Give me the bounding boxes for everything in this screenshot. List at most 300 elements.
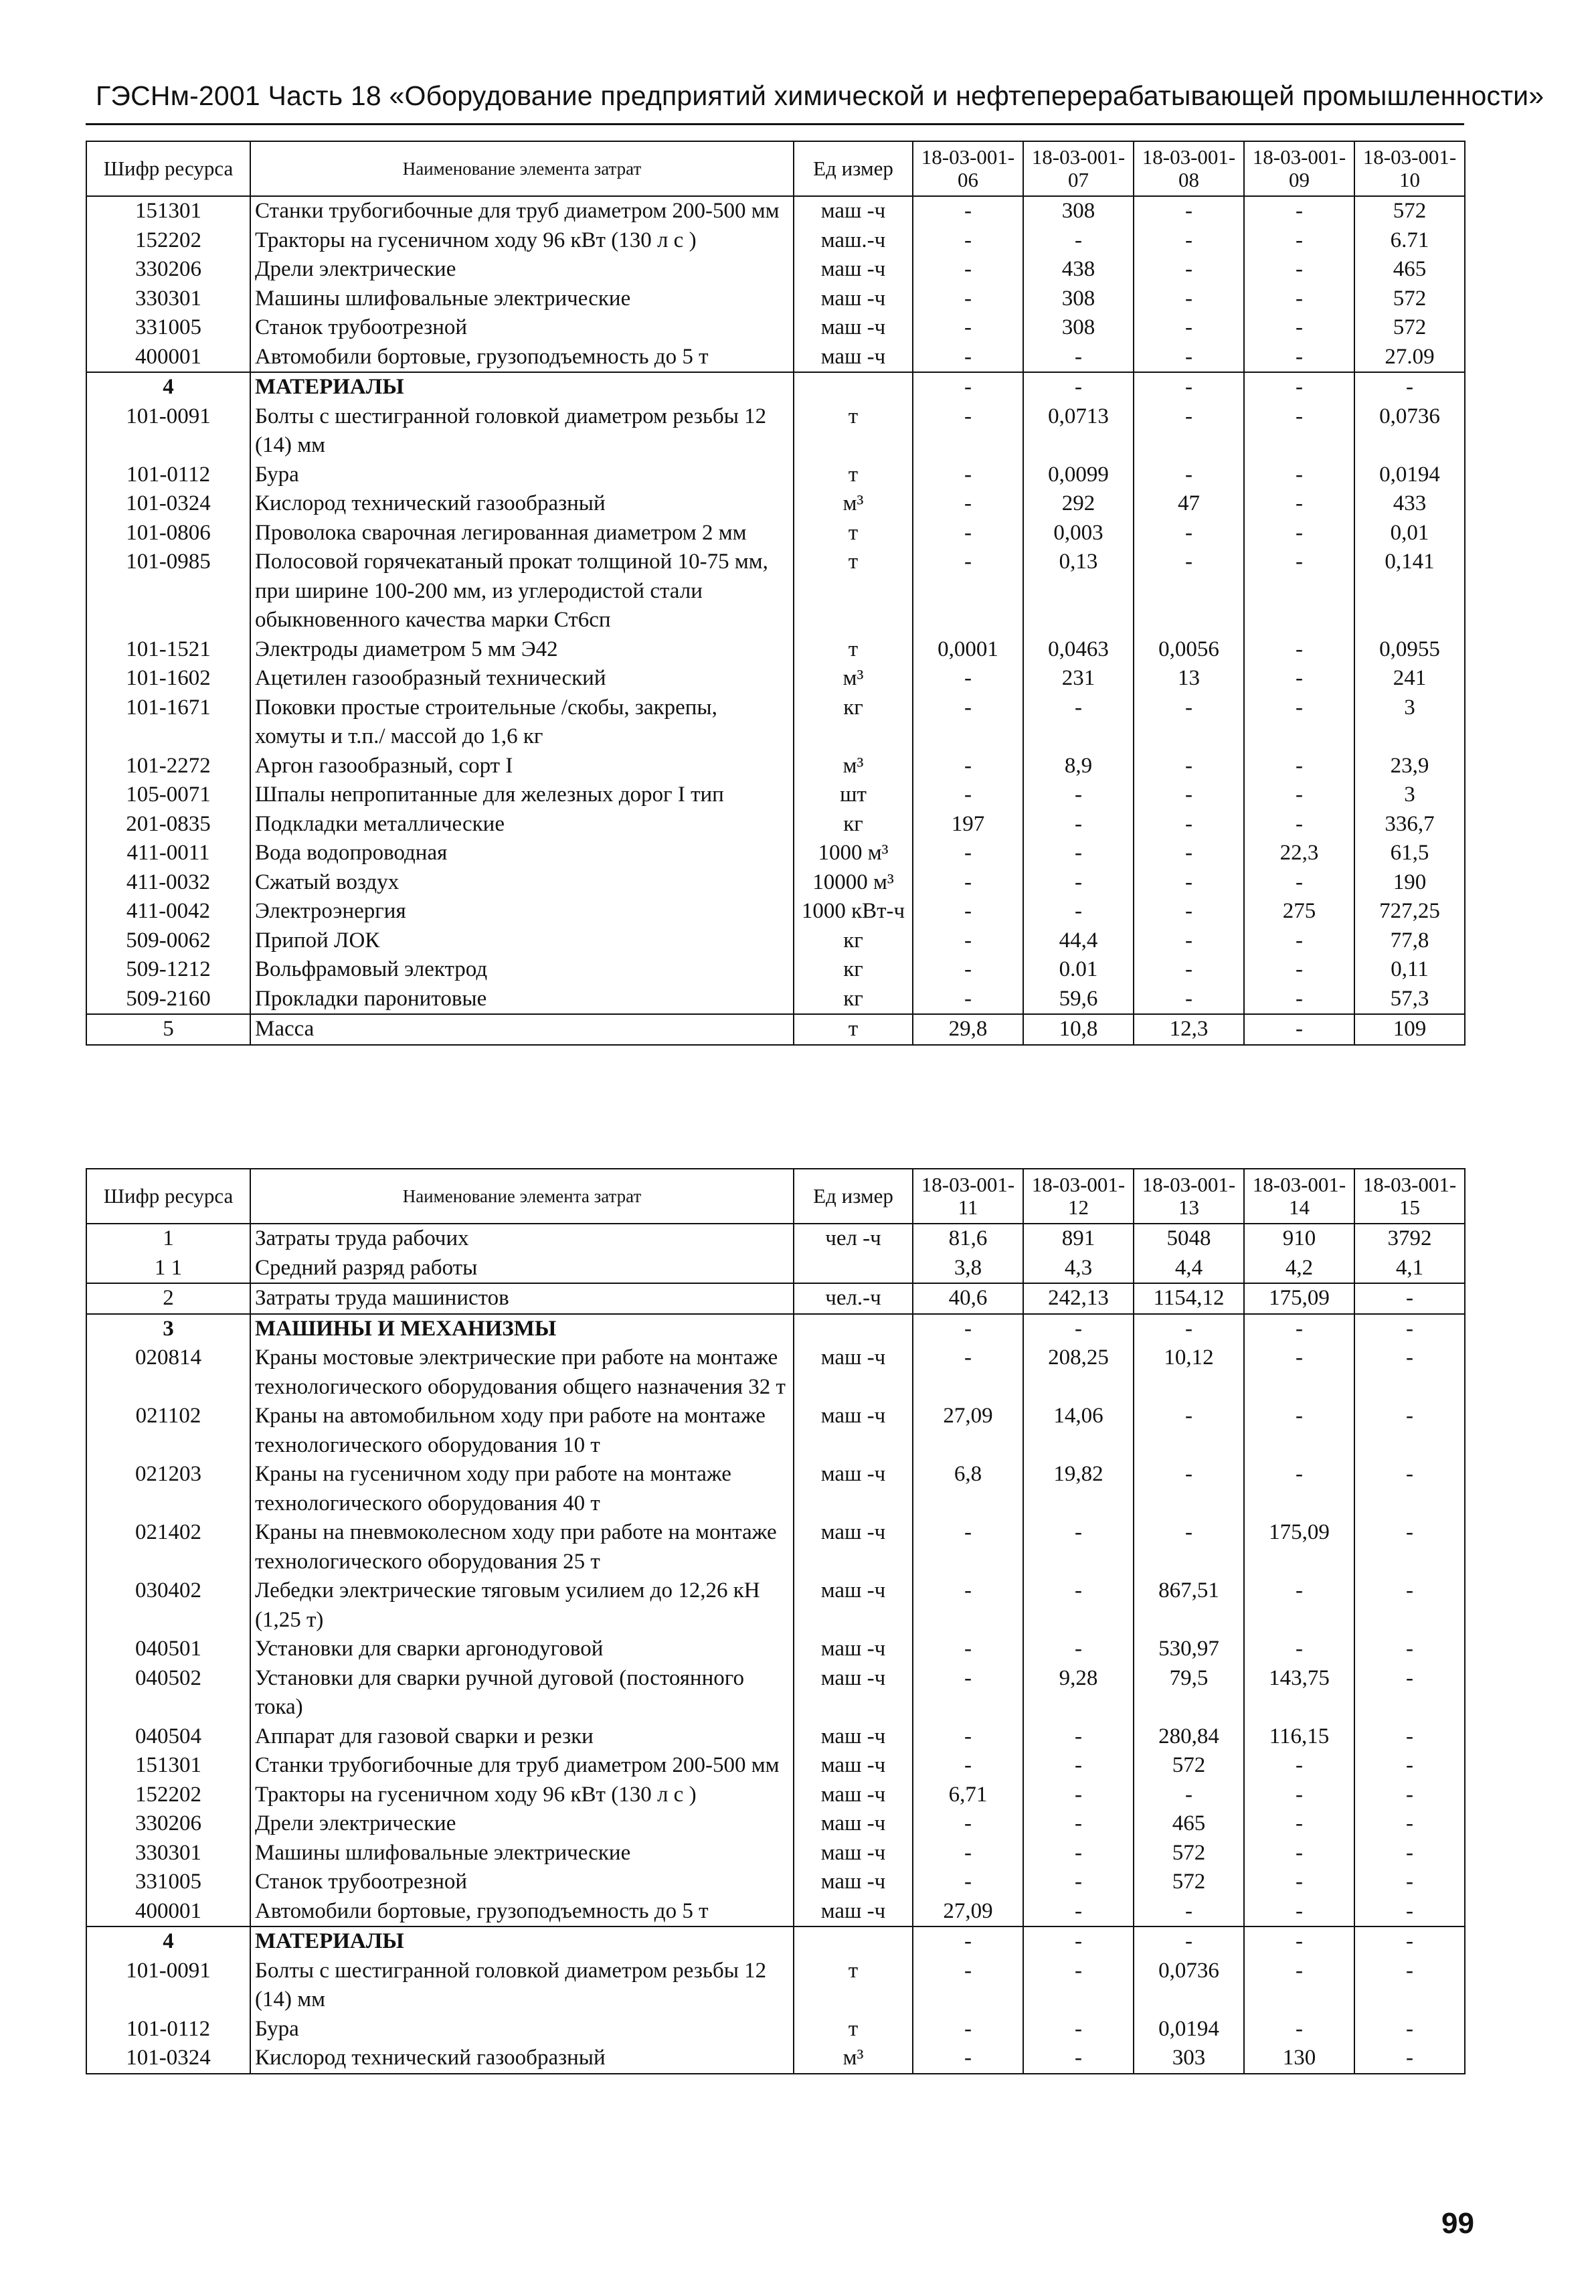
- resource-name: Аргон газообразный, сорт I: [250, 752, 794, 781]
- resource-value: -: [1023, 1751, 1134, 1781]
- resource-value: -: [913, 781, 1023, 810]
- resource-value: -: [1023, 1635, 1134, 1664]
- resource-value: -: [1244, 1751, 1354, 1781]
- resource-code: 152202: [86, 226, 250, 256]
- table-row: [86, 1781, 1465, 1810]
- resource-value: 27,09: [913, 1897, 1023, 1927]
- table-row: [86, 284, 1465, 314]
- resource-code: 400001: [86, 343, 250, 373]
- resource-value: -: [1354, 1664, 1465, 1722]
- resource-unit: маш -ч: [794, 1664, 913, 1722]
- resource-code: 411-0032: [86, 868, 250, 898]
- resource-value: -: [1023, 2015, 1134, 2044]
- resource-value: 4,2: [1244, 1254, 1354, 1284]
- resource-name: Краны на пневмоколесном ходу при работе на монтаже технологического оборудования 25 т: [250, 1518, 794, 1576]
- resource-value: -: [1354, 1283, 1465, 1314]
- table-row: [86, 2044, 1465, 2074]
- resource-code: 101-2272: [86, 752, 250, 781]
- resource-code: 330206: [86, 255, 250, 284]
- table-row: [86, 402, 1465, 461]
- resource-code: 020814: [86, 1343, 250, 1402]
- resource-value: -: [1244, 752, 1354, 781]
- resource-unit: маш -ч: [794, 313, 913, 343]
- resource-code: 411-0042: [86, 897, 250, 926]
- resource-value: 4,4: [1134, 1254, 1244, 1284]
- resource-unit: т: [794, 402, 913, 461]
- resource-value: -: [1244, 1314, 1354, 1344]
- resource-value: 4,1: [1354, 1254, 1465, 1284]
- resource-value: -: [1244, 635, 1354, 665]
- resource-code: 021203: [86, 1460, 250, 1518]
- resource-unit: м³: [794, 664, 913, 693]
- resource-value: -: [1023, 372, 1134, 402]
- resource-value: -: [1134, 781, 1244, 810]
- resource-value: 3: [1354, 781, 1465, 810]
- resource-unit: маш -ч: [794, 255, 913, 284]
- resource-value: -: [1354, 1926, 1465, 1957]
- resource-value: 336,7: [1354, 810, 1465, 839]
- resource-value: 572: [1134, 1751, 1244, 1781]
- resource-value: -: [1134, 926, 1244, 956]
- table-row: [86, 1314, 1465, 1344]
- resource-code: 101-0324: [86, 2044, 250, 2074]
- resource-value: -: [1244, 519, 1354, 548]
- resource-value: -: [1023, 226, 1134, 256]
- header-col: 18-03-001-11: [913, 1169, 1023, 1224]
- resource-value: 0,0713: [1023, 402, 1134, 461]
- resource-value: 79,5: [1134, 1664, 1244, 1722]
- header-col: 18-03-001-08: [1134, 141, 1244, 196]
- resource-value: -: [1023, 1518, 1134, 1576]
- resource-unit: маш -ч: [794, 343, 913, 373]
- resource-name: Установки для сварки ручной дуговой (постоянного тока): [250, 1664, 794, 1722]
- resource-value: 0,0056: [1134, 635, 1244, 665]
- resource-value: 0,0736: [1134, 1957, 1244, 2015]
- header-col: 18-03-001-14: [1244, 1169, 1354, 1224]
- resource-name: Вольфрамовый электрод: [250, 955, 794, 985]
- resource-code: 101-0985: [86, 548, 250, 635]
- table-row: [86, 1254, 1465, 1284]
- resource-value: -: [1354, 1635, 1465, 1664]
- resource-name: Кислород технический газообразный: [250, 489, 794, 519]
- resource-name: Подкладки металлические: [250, 810, 794, 839]
- resource-value: -: [1023, 1868, 1134, 1897]
- resource-value: -: [1023, 1839, 1134, 1868]
- resource-code: 101-0112: [86, 2015, 250, 2044]
- resource-value: -: [1354, 1722, 1465, 1752]
- resource-value: 40,6: [913, 1283, 1023, 1314]
- resource-value: -: [1134, 313, 1244, 343]
- table-row: [86, 1283, 1465, 1314]
- table-row: [86, 1518, 1465, 1576]
- resource-value: -: [913, 2044, 1023, 2074]
- resource-unit: [794, 1926, 913, 1957]
- resource-name: Бура: [250, 461, 794, 490]
- resource-value: -: [1354, 1868, 1465, 1897]
- resource-value: 572: [1134, 1868, 1244, 1897]
- resource-name: Ацетилен газообразный технический: [250, 664, 794, 693]
- resource-value: 4,3: [1023, 1254, 1134, 1284]
- resource-value: 8,9: [1023, 752, 1134, 781]
- resource-code: 330206: [86, 1809, 250, 1839]
- resource-unit: маш -ч: [794, 1868, 913, 1897]
- header-unit: Ед измер: [794, 1169, 913, 1224]
- resource-value: 143,75: [1244, 1664, 1354, 1722]
- resource-value: -: [1023, 1897, 1134, 1927]
- resource-value: 530,97: [1134, 1635, 1244, 1664]
- resource-value: 0,0099: [1023, 461, 1134, 490]
- resource-code: 030402: [86, 1576, 250, 1635]
- resource-unit: маш -ч: [794, 1460, 913, 1518]
- resource-code: 4: [86, 1926, 250, 1957]
- resource-code: 101-0091: [86, 1957, 250, 2015]
- table-row: [86, 372, 1465, 402]
- header-name: Наименование элемента затрат: [250, 141, 794, 196]
- resource-value: 6.71: [1354, 226, 1465, 256]
- resource-unit: м³: [794, 752, 913, 781]
- resource-value: -: [1244, 1402, 1354, 1460]
- resource-value: -: [913, 1576, 1023, 1635]
- resource-value: 0,0001: [913, 635, 1023, 665]
- resource-value: -: [1244, 810, 1354, 839]
- resource-value: -: [1244, 926, 1354, 956]
- resource-value: -: [913, 926, 1023, 956]
- table-row: [86, 489, 1465, 519]
- resource-value: -: [913, 1518, 1023, 1576]
- resource-value: -: [1134, 372, 1244, 402]
- resource-value: 280,84: [1134, 1722, 1244, 1752]
- table-row: [86, 1751, 1465, 1781]
- resource-value: -: [1244, 1014, 1354, 1045]
- resource-value: -: [1134, 897, 1244, 926]
- resource-value: -: [1023, 1576, 1134, 1635]
- resource-name: МАШИНЫ И МЕХАНИЗМЫ: [250, 1314, 794, 1344]
- resource-value: -: [1244, 781, 1354, 810]
- resource-unit: кг: [794, 810, 913, 839]
- resource-value: -: [1134, 693, 1244, 752]
- resource-value: -: [1244, 693, 1354, 752]
- resource-value: -: [913, 985, 1023, 1015]
- resource-unit: маш -ч: [794, 1343, 913, 1402]
- resource-value: -: [1244, 461, 1354, 490]
- resource-value: -: [1244, 868, 1354, 898]
- resource-value: 116,15: [1244, 1722, 1354, 1752]
- resource-value: -: [1134, 839, 1244, 868]
- resource-value: 572: [1354, 313, 1465, 343]
- resource-value: -: [913, 489, 1023, 519]
- page-header: ГЭСНм-2001 Часть 18 «Оборудование предприятий химической и нефтеперерабатывающей промышленности»: [96, 80, 1544, 111]
- resource-value: -: [1134, 1897, 1244, 1927]
- resource-value: 19,82: [1023, 1460, 1134, 1518]
- resource-value: 572: [1354, 196, 1465, 226]
- resource-unit: маш.-ч: [794, 226, 913, 256]
- resource-name: Электроды диаметром 5 мм Э42: [250, 635, 794, 665]
- resource-value: -: [1244, 955, 1354, 985]
- resource-name: Краны на гусеничном ходу при работе на монтаже технологического оборудования 40 т: [250, 1460, 794, 1518]
- resource-unit: маш -ч: [794, 1576, 913, 1635]
- resource-value: -: [1244, 2015, 1354, 2044]
- resource-value: -: [1023, 868, 1134, 898]
- resource-value: -: [913, 1722, 1023, 1752]
- resource-unit: чел.-ч: [794, 1283, 913, 1314]
- table-row: [86, 343, 1465, 373]
- resource-unit: кг: [794, 693, 913, 752]
- resource-value: 0,141: [1354, 548, 1465, 635]
- resource-value: 29,8: [913, 1014, 1023, 1045]
- resource-value: 727,25: [1354, 897, 1465, 926]
- table-row: [86, 196, 1465, 226]
- resource-code: 509-1212: [86, 955, 250, 985]
- table-row: [86, 548, 1465, 635]
- resource-name: Машины шлифовальные электрические: [250, 1839, 794, 1868]
- resource-value: -: [1354, 1518, 1465, 1576]
- table-row: [86, 1926, 1465, 1957]
- resource-value: -: [1134, 255, 1244, 284]
- resource-value: -: [913, 548, 1023, 635]
- resource-unit: т: [794, 2015, 913, 2044]
- table-row: [86, 1460, 1465, 1518]
- resource-value: -: [1244, 196, 1354, 226]
- resource-value: 0,01: [1354, 519, 1465, 548]
- resource-name: Средний разряд работы: [250, 1254, 794, 1284]
- resource-value: 130: [1244, 2044, 1354, 2074]
- resource-unit: маш -ч: [794, 1839, 913, 1868]
- resource-value: -: [1244, 226, 1354, 256]
- resource-value: 59,6: [1023, 985, 1134, 1015]
- resource-value: -: [1244, 255, 1354, 284]
- table-row: [86, 1014, 1465, 1045]
- resource-value: 0,003: [1023, 519, 1134, 548]
- resource-code: 105-0071: [86, 781, 250, 810]
- resource-name: Дрели электрические: [250, 255, 794, 284]
- table-row: [86, 1576, 1465, 1635]
- resource-unit: кг: [794, 955, 913, 985]
- resource-value: -: [913, 955, 1023, 985]
- resource-unit: т: [794, 1014, 913, 1045]
- header-unit: Ед измер: [794, 141, 913, 196]
- resource-value: -: [1244, 1957, 1354, 2015]
- resource-value: 0,0463: [1023, 635, 1134, 665]
- resource-value: -: [913, 897, 1023, 926]
- resource-value: -: [913, 1314, 1023, 1344]
- resource-value: -: [1244, 313, 1354, 343]
- resource-value: -: [1244, 985, 1354, 1015]
- resource-code: 101-0806: [86, 519, 250, 548]
- resource-value: -: [1354, 1957, 1465, 2015]
- resource-name: Вода водопроводная: [250, 839, 794, 868]
- table-row: [86, 752, 1465, 781]
- resource-name: Кислород технический газообразный: [250, 2044, 794, 2074]
- resource-unit: т: [794, 635, 913, 665]
- resource-code: 331005: [86, 313, 250, 343]
- resource-name: Краны на автомобильном ходу при работе на монтаже технологического оборудования 10 т: [250, 1402, 794, 1460]
- resource-value: -: [1354, 2044, 1465, 2074]
- resource-name: Станок трубоотрезной: [250, 1868, 794, 1897]
- resource-name: Шпалы непропитанные для железных дорог I тип: [250, 781, 794, 810]
- resource-name: Автомобили бортовые, грузоподъемность до 5 т: [250, 1897, 794, 1927]
- resource-value: -: [1134, 461, 1244, 490]
- resource-value: -: [1023, 1926, 1134, 1957]
- resource-unit: т: [794, 548, 913, 635]
- resource-name: МАТЕРИАЛЫ: [250, 1926, 794, 1957]
- resource-unit: т: [794, 519, 913, 548]
- resource-code: 040502: [86, 1664, 250, 1722]
- resource-value: -: [1354, 1314, 1465, 1344]
- resource-unit: т: [794, 461, 913, 490]
- table-row: [86, 868, 1465, 898]
- table-row: [86, 1224, 1465, 1254]
- header-code: Шифр ресурса: [86, 141, 250, 196]
- resource-code: 330301: [86, 1839, 250, 1868]
- resource-code: 040501: [86, 1635, 250, 1664]
- header-col: 18-03-001-10: [1354, 141, 1465, 196]
- resource-value: -: [913, 461, 1023, 490]
- header-col: 18-03-001-15: [1354, 1169, 1465, 1224]
- resource-code: 101-1521: [86, 635, 250, 665]
- resource-value: -: [913, 1809, 1023, 1839]
- header-col: 18-03-001-13: [1134, 1169, 1244, 1224]
- resource-value: 12,3: [1134, 1014, 1244, 1045]
- table-row: [86, 693, 1465, 752]
- resource-value: 465: [1134, 1809, 1244, 1839]
- resource-value: -: [1023, 2044, 1134, 2074]
- resource-value: -: [1023, 810, 1134, 839]
- resource-value: 10,12: [1134, 1343, 1244, 1402]
- resource-value: 241: [1354, 664, 1465, 693]
- resource-value: 303: [1134, 2044, 1244, 2074]
- resource-table-1: [86, 141, 1466, 1046]
- resource-value: -: [913, 1868, 1023, 1897]
- resource-value: 242,13: [1023, 1283, 1134, 1314]
- table-row: [86, 1897, 1465, 1927]
- resource-value: -: [1134, 1781, 1244, 1810]
- resource-value: 197: [913, 810, 1023, 839]
- resource-code: 331005: [86, 1868, 250, 1897]
- resource-value: -: [913, 839, 1023, 868]
- resource-value: 175,09: [1244, 1283, 1354, 1314]
- resource-value: -: [1134, 955, 1244, 985]
- resource-value: -: [913, 752, 1023, 781]
- resource-name: Тракторы на гусеничном ходу 96 кВт (130 л с ): [250, 1781, 794, 1810]
- resource-code: 101-0091: [86, 402, 250, 461]
- resource-value: 3792: [1354, 1224, 1465, 1254]
- resource-code: 1: [86, 1224, 250, 1254]
- table-row: [86, 313, 1465, 343]
- resource-unit: маш -ч: [794, 1635, 913, 1664]
- resource-value: -: [1244, 548, 1354, 635]
- resource-code: 330301: [86, 284, 250, 314]
- resource-value: 27.09: [1354, 343, 1465, 373]
- resource-value: -: [1023, 1722, 1134, 1752]
- resource-unit: маш -ч: [794, 1781, 913, 1810]
- table-row: [86, 1957, 1465, 2015]
- resource-value: -: [1134, 519, 1244, 548]
- resource-value: -: [1134, 343, 1244, 373]
- resource-value: -: [1244, 402, 1354, 461]
- resource-value: 0,0194: [1134, 2015, 1244, 2044]
- resource-value: -: [1354, 1343, 1465, 1402]
- resource-unit: маш -ч: [794, 1809, 913, 1839]
- resource-value: 10,8: [1023, 1014, 1134, 1045]
- resource-name: Станки трубогибочные для труб диаметром 200-500 мм: [250, 1751, 794, 1781]
- resource-code: 021102: [86, 1402, 250, 1460]
- resource-value: 3: [1354, 693, 1465, 752]
- resource-value: -: [1354, 1576, 1465, 1635]
- resource-value: 0,13: [1023, 548, 1134, 635]
- resource-name: Станки трубогибочные для труб диаметром 200-500 мм: [250, 196, 794, 226]
- resource-name: Машины шлифовальные электрические: [250, 284, 794, 314]
- resource-value: -: [1023, 1957, 1134, 2015]
- resource-code: 3: [86, 1314, 250, 1344]
- table-row: [86, 955, 1465, 985]
- resource-name: Затраты труда машинистов: [250, 1283, 794, 1314]
- resource-name: Тракторы на гусеничном ходу 96 кВт (130 л с ): [250, 226, 794, 256]
- resource-value: -: [1134, 284, 1244, 314]
- resource-name: Масса: [250, 1014, 794, 1045]
- resource-value: -: [1023, 343, 1134, 373]
- resource-value: 190: [1354, 868, 1465, 898]
- resource-code: 151301: [86, 196, 250, 226]
- resource-name: Лебедки электрические тяговым усилием до 12,26 кН (1,25 т): [250, 1576, 794, 1635]
- table-row: [86, 810, 1465, 839]
- resource-value: 61,5: [1354, 839, 1465, 868]
- resource-value: 109: [1354, 1014, 1465, 1045]
- table-row: [86, 839, 1465, 868]
- resource-value: -: [913, 226, 1023, 256]
- resource-value: -: [1023, 693, 1134, 752]
- resource-value: -: [1134, 402, 1244, 461]
- table-row: [86, 461, 1465, 490]
- resource-value: -: [1134, 1314, 1244, 1344]
- resource-value: -: [1023, 1314, 1134, 1344]
- resource-value: -: [1134, 226, 1244, 256]
- resource-name: Проволока сварочная легированная диаметром 2 мм: [250, 519, 794, 548]
- resource-value: 27,09: [913, 1402, 1023, 1460]
- resource-value: -: [1244, 1897, 1354, 1927]
- resource-unit: [794, 372, 913, 402]
- header-rule: [86, 123, 1464, 125]
- resource-value: -: [1244, 1926, 1354, 1957]
- header-col: 18-03-001-07: [1023, 141, 1134, 196]
- resource-name: Автомобили бортовые, грузоподъемность до 5 т: [250, 343, 794, 373]
- table-row: [86, 781, 1465, 810]
- resource-code: 101-0324: [86, 489, 250, 519]
- resource-name: Сжатый воздух: [250, 868, 794, 898]
- resource-value: -: [1134, 1460, 1244, 1518]
- resource-value: 6,8: [913, 1460, 1023, 1518]
- header-col: 18-03-001-12: [1023, 1169, 1134, 1224]
- resource-value: -: [1023, 1781, 1134, 1810]
- resource-unit: 1000 кВт-ч: [794, 897, 913, 926]
- table-header-row: [86, 1169, 1465, 1224]
- resource-code: 411-0011: [86, 839, 250, 868]
- resource-value: 0,0194: [1354, 461, 1465, 490]
- resource-value: 14,06: [1023, 1402, 1134, 1460]
- table-row: [86, 1839, 1465, 1868]
- resource-code: 201-0835: [86, 810, 250, 839]
- table-row: [86, 1809, 1465, 1839]
- resource-name: Прокладки паронитовые: [250, 985, 794, 1015]
- table-row: [86, 897, 1465, 926]
- table-row: [86, 635, 1465, 665]
- resource-value: -: [1354, 1809, 1465, 1839]
- resource-name: Краны мостовые электрические при работе на монтаже технологического оборудования общего назначения 32 т: [250, 1343, 794, 1402]
- resource-table-2: [86, 1168, 1466, 2074]
- page-number: 99: [1441, 2207, 1474, 2240]
- resource-unit: [794, 1314, 913, 1344]
- resource-value: 6,71: [913, 1781, 1023, 1810]
- resource-value: -: [1134, 548, 1244, 635]
